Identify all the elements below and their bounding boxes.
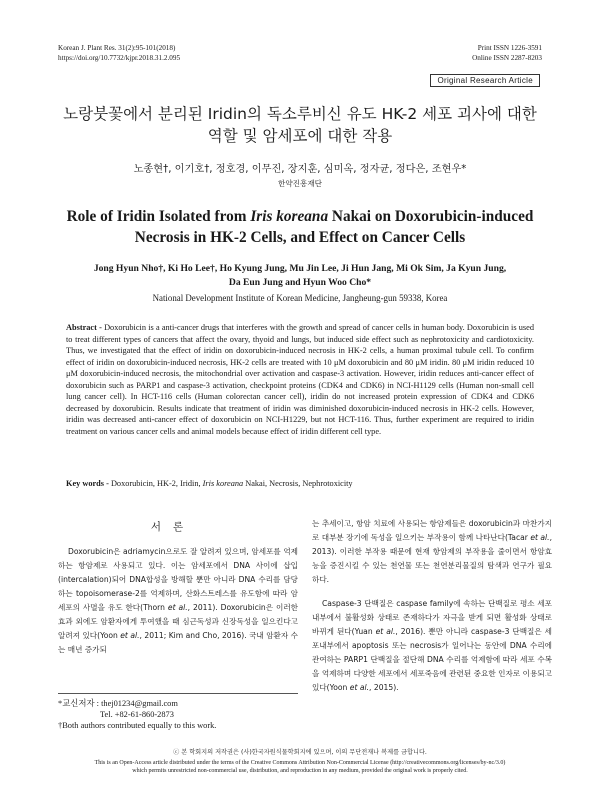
text-run: , 2013). 이러한 부작용 때문에 현재 항암제의 부작용을 줄이면서 항암효능을 증진시킬 수 있는 천연물 또는 천연분리물질의 탐색과 연구가 필요하다. [312, 533, 552, 584]
authors-english [50, 262, 550, 290]
text-run: Doxorubicin은 adriamycin으로도 잘 알려져 있으며, 암세포를 억제하는 항암제로 사용되고 있다. 이는 암세포에서 DNA 사이에 삽입(intercalation)되어 DNA합성을 방해할 뿐만 아니라 DNA 수리를 담당하는 topoisomerase-2를 억제하며, 산화스트레스를 유도함에 따라 암세포의 사멸을 유도 한다(Thorn [58, 547, 298, 612]
corresponding-author: *교신저자 : thej01234@gmail.com [58, 699, 178, 708]
authors-english-line1: Jong Hyun Nho†, Ki Ho Lee†, Ho Kyung Jung, Mu Jin Lee, Ji Hun Jang, Mi Ok Sim, Ja Kyun Jung, [93, 263, 507, 274]
print-issn: Print ISSN 1226-3591 [477, 44, 542, 52]
abstract-text: Doxorubicin is a anti-cancer drugs that interferes with the growth and spread of cancer cells in human body. Doxorubicin is used to treat different types of cancers that affect the ovary, thyoid and lungs, but induced side effect such as nephrotoxicity and cardiotoxicity. Thus, we investigated that the effect of iridin on doxorubicin-induced necrosis in HK-2 cells, a human proximal tubule cell. To confirm effect of iridin on doxorubicin-induced necrosis, HK-2 cells are treated with 10 μM doxorubicin and 80 μM iridin. 80 μM iridin reduced 10 μM doxorubicin-induced necrosis, the mitochondrial over activation and caspase-3 activation. However, iridin reduces anti-cancer effect of doxorubicin such as PARP1 and caspase-3 activation, checkpoint proteins (CDK4 and CDK6) in NCI-H1129 cells (Human non-small cell lung cancer cell). In HCT-116 cells (Human colorectan cancer cell), iridin do not increased protein expression of CDK4 and CDK6 decreased by doxorubicin. Results indicate that treatment of iridin was diminished doxorubicin-induced necrosis in HK-2 cells. However, iridin was decreased anti-cancer effect of doxorubicin on NCI-H1229, but not HCT-116. Thus, further experiment are required to iridin treatment on various cancer cells and animal models because effect of iridin different cell type. [66, 323, 534, 436]
equal-contribution-note: †Both authors contributed equally to this work. [58, 721, 217, 730]
telephone: Tel. +82-61-860-2873 [100, 710, 174, 719]
affiliation-korean: 한약진흥재단 [277, 179, 322, 188]
text-run: , 2011; Kim and Cho, 2016). 국내 암환자 수는 매년 증가되 [58, 631, 298, 654]
keywords-part2: Nakai, Necrosis, Nephrotoxicity [243, 479, 353, 488]
etal: et al. [349, 683, 370, 692]
title-english [40, 206, 560, 248]
etal: et al. [375, 627, 396, 636]
text-run: 는 추세이고, 항암 치료에 사용되는 항암제들은 doxorubicin과 마찬가지로 대부분 장기에 독성을 일으키는 부작용이 함께 나타난다(Tacar [312, 519, 552, 542]
section-title-introduction: 서론 [150, 521, 196, 533]
title-korean [40, 103, 560, 147]
etal: et al. [530, 533, 550, 542]
keywords-label: Key words - [66, 479, 111, 488]
authors-english-line2: Da Eun Jung and Hyun Woo Cho* [228, 277, 372, 288]
footnotes [58, 698, 298, 731]
copyright-notice: ⓒ 본 학회지의 저작권은 (사)한국자원식물학회지에 있으며, 이의 무단전재나 복제를 금합니다. [173, 749, 427, 756]
journal-header-left [58, 44, 180, 63]
footnote-divider [58, 693, 298, 694]
etal: et al. [120, 631, 140, 640]
article-type-badge: Original Research Article [430, 74, 540, 87]
online-issn: Online ISSN 2287-8203 [472, 53, 542, 62]
body-paragraph [58, 545, 298, 657]
title-english-species: Iris koreana [250, 208, 329, 225]
body-column-right [312, 517, 552, 695]
journal-citation: Korean J. Plant Res. 31(2):95-101(2018) [58, 44, 176, 52]
keywords-part1: Doxorubicin, HK-2, Iridin, [110, 479, 203, 488]
text-run: , 2016). 뿐만 아니라 caspase-3 단백질은 세포내부에서 apoptosis 또는 necrosis가 일어나는 동안에 DNA 수리에 관여하는 PARP1 단백질을 절단해 DNA 수리를 억제함에 따라 세포 수복을 억제하며 다양한 세포에서 세포죽음에 관련된 중요한 인자로 이용되고 있다(Yoon [312, 627, 552, 692]
license-notice [36, 760, 564, 775]
abstract-label: Abstract - [66, 323, 105, 332]
text-run: Caspase-3 단백질은 caspase family에 속하는 단백질로 평소 세포내부에서 불활성화 상태로 존재하다가 자극을 받게 되면 활성화 상태로 바뀌게 된다(Yuan [312, 599, 552, 636]
title-korean-line2: 역할 및 암세포에 대한 작용 [207, 127, 393, 145]
keywords [66, 478, 534, 489]
license-line1: This is an Open-Access article distributed under the terms of the Creative Commons Attribution Non-Commercial License (http://creativecommons.org/licenses/by-nc/3.0) [94, 760, 506, 766]
text-run: , 2011). Doxorubicin은 이러한 효과 외에도 암환자에게 투여했을 때 심근독성과 신장독성을 일으킨다고 알려져 있다(Yoon [58, 603, 299, 640]
body-paragraph [312, 517, 552, 587]
affiliation-english: National Development Institute of Korean Medicine, Jangheung-gun 59338, Korea [152, 293, 448, 303]
keywords-species: Iris koreana [202, 479, 244, 488]
title-english-line1 [40, 206, 560, 227]
body-column-left [58, 545, 298, 657]
abstract [66, 322, 534, 437]
license-line2: which permits unrestricted non-commercial use, distribution, and reproduction in any medium, provided the original work is properly cited. [132, 767, 468, 774]
doi-link[interactable]: https://doi.org/10.7732/kjpr.2018.31.2.095 [58, 53, 181, 62]
journal-header-right [472, 44, 542, 63]
body-paragraph [312, 597, 552, 695]
title-english-part1: Role of Iridin Isolated from [66, 208, 251, 225]
etal: et al. [167, 603, 188, 612]
authors-korean: 노종현†, 이기호†, 정호경, 이무진, 장지훈, 심미옥, 정자균, 정다은, 조현우* [133, 164, 467, 175]
title-english-part2: Nakai on Doxorubicin-induced [328, 208, 534, 225]
title-english-line2: Necrosis in HK-2 Cells, and Effect on Cancer Cells [134, 229, 466, 246]
title-korean-line1: 노랑붓꽃에서 분리된 Iridin의 독소루비신 유도 HK-2 세포 괴사에 대한 [63, 105, 537, 123]
text-run: , 2015). [369, 683, 399, 692]
